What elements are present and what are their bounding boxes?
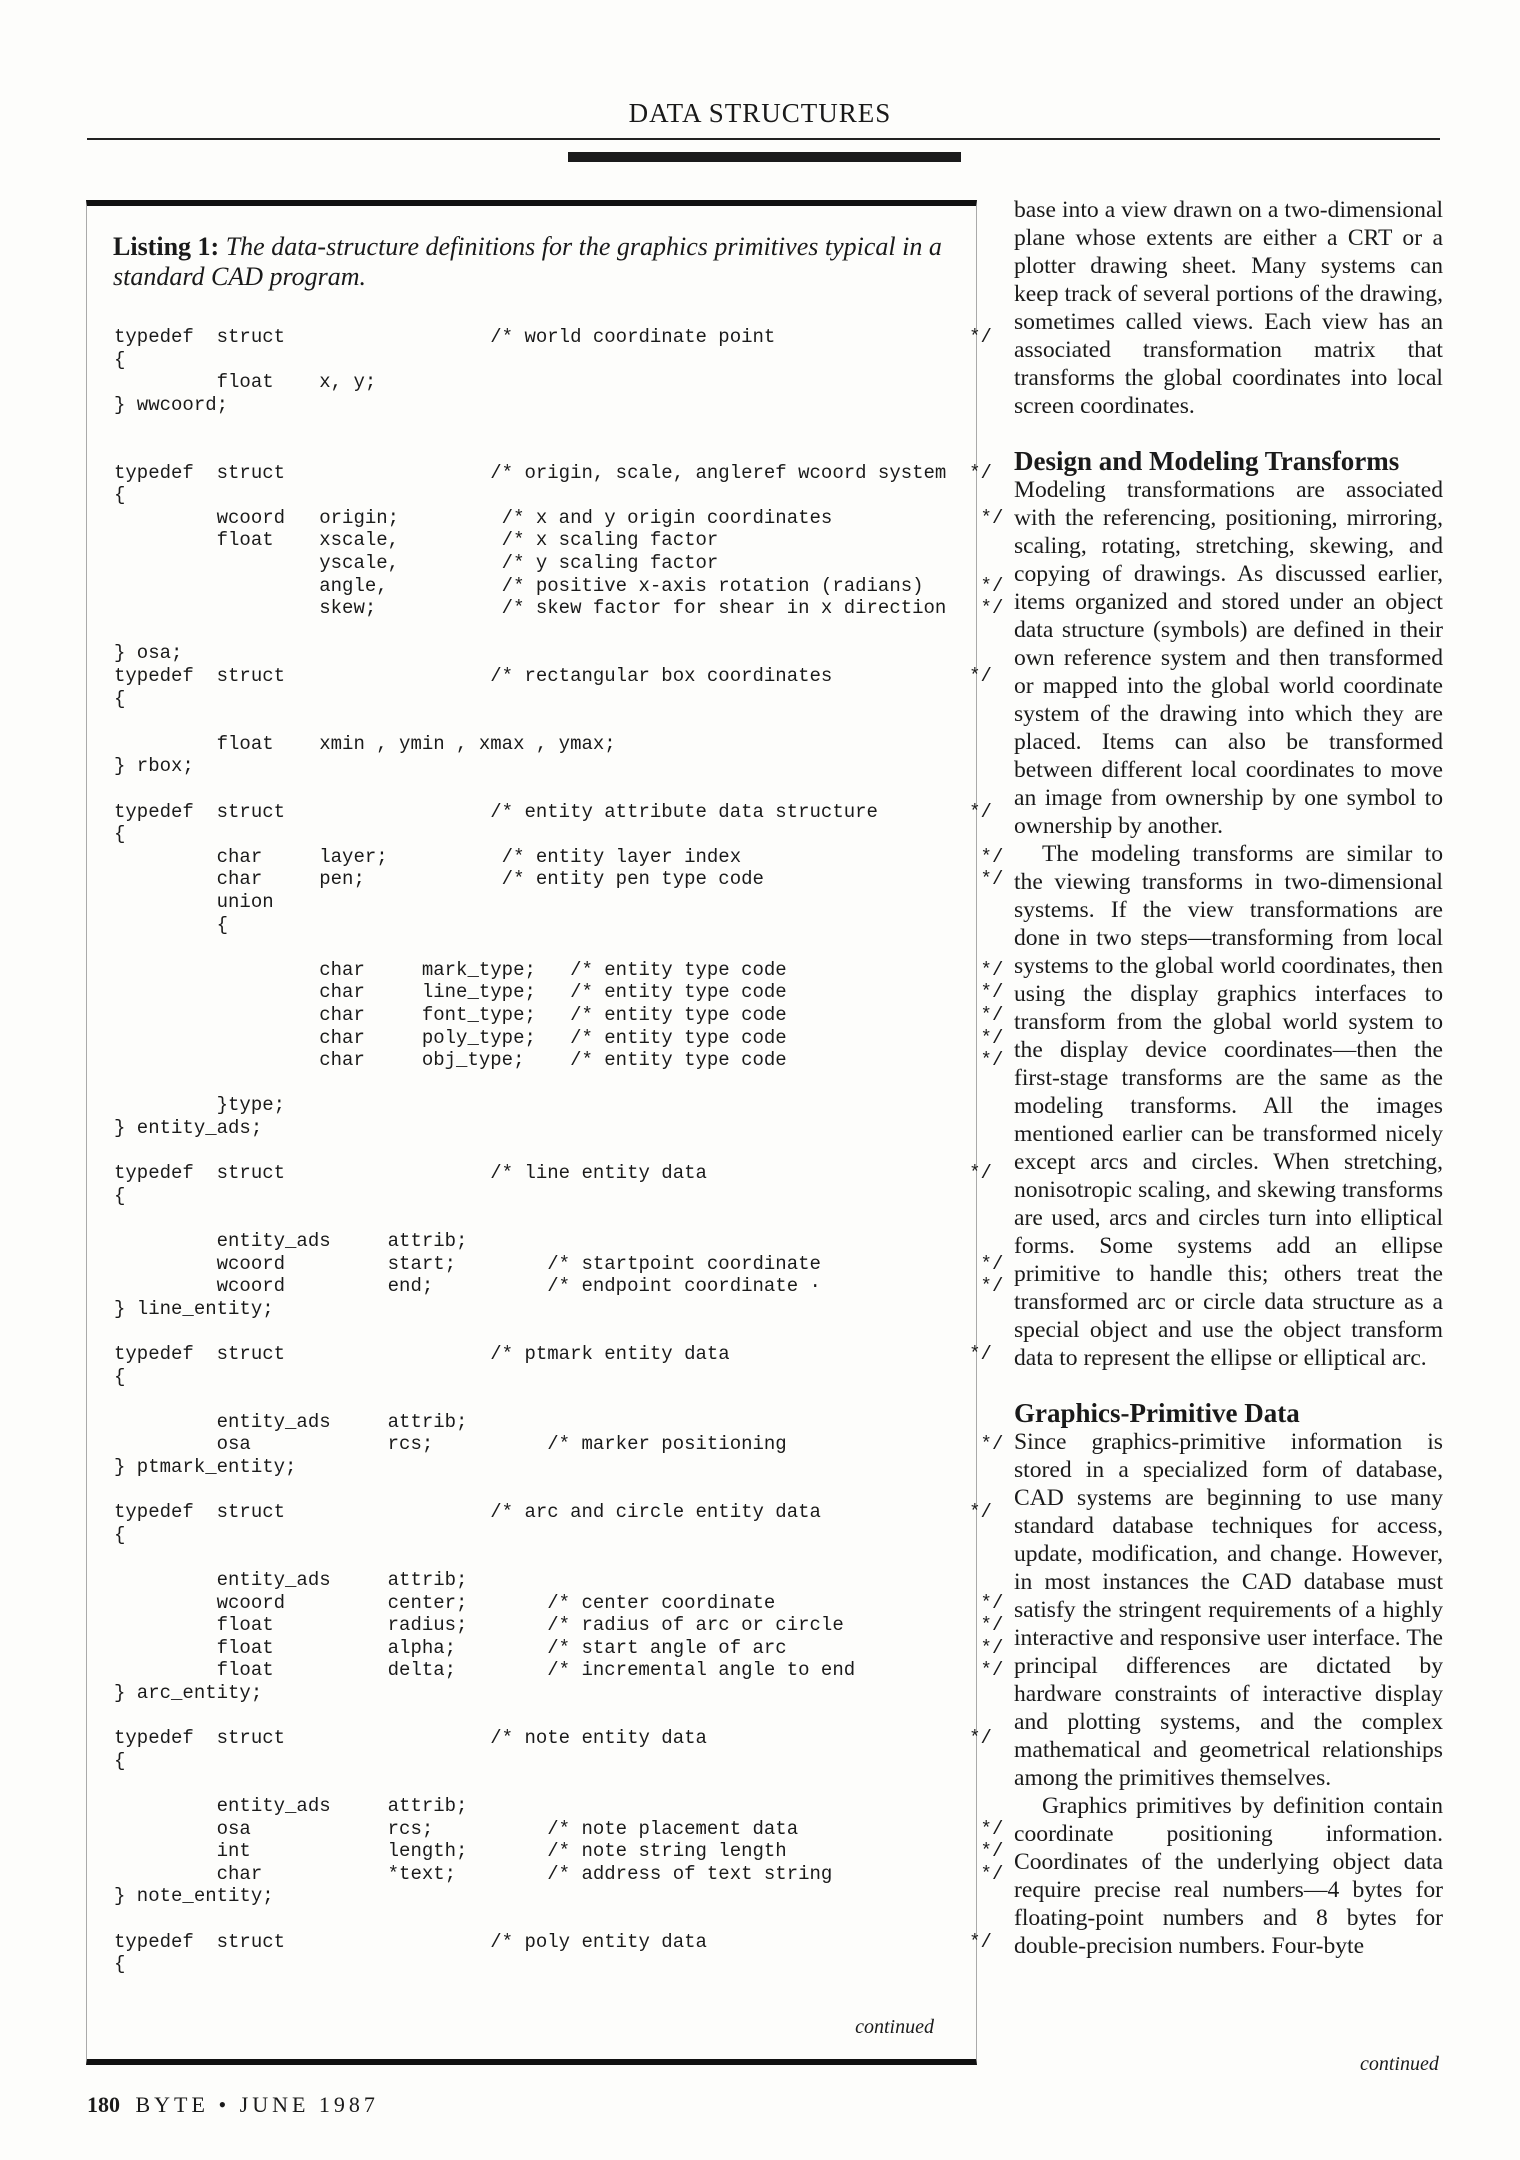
code-line: { [114, 484, 126, 507]
listing-continued: continued [855, 2016, 934, 2038]
listing-label: Listing 1: [113, 232, 220, 261]
code-line: yscale, /* y scaling factor [114, 552, 719, 574]
code-line: { [114, 1365, 126, 1388]
code-line: typedef struct /* arc and circle entity data */ [114, 1501, 992, 1524]
listing-box [86, 200, 1004, 2065]
code-line: typedef struct /* origin, scale, angleref wcoord system */ [114, 461, 992, 484]
code-line: wcoord start; /* startpoint coordinate */ [114, 1252, 1004, 1275]
page-number: 180 [87, 2092, 120, 2117]
code-line: char poly_type; /* entity type code */ [114, 1026, 1004, 1049]
code-line: typedef struct /* entity attribute data structure */ [114, 800, 992, 823]
page-footer [87, 2092, 379, 2118]
listing-description: The data-structure definitions for the graphics primitives typical in a standard CAD program. [113, 232, 942, 291]
code-line: skew; /* skew factor for shear in x direction */ [114, 597, 1004, 620]
code-line: float delta; /* incremental angle to end */ [114, 1659, 1004, 1682]
code-line: float xscale, /* x scaling factor [114, 529, 719, 552]
code-line: char line_type; /* entity type code */ [114, 981, 1004, 1004]
code-line: entity_ads attrib; [114, 1410, 468, 1433]
code-line: osa rcs; /* marker positioning */ [114, 1433, 1004, 1456]
listing-caption [113, 232, 953, 292]
code-line: } ptmark_entity; [114, 1456, 297, 1478]
code-line: float xmin , ymin , xmax , ymax; [114, 732, 616, 755]
code-line: float x, y; [114, 371, 377, 394]
code-line: typedef struct /* line entity data */ [114, 1162, 992, 1185]
code-line: { [114, 348, 126, 371]
paragraph-intro: base into a view drawn on a two-dimensional plane whose extents are either a CRT or a plotter drawing sheet. Many systems can keep track of several portions of the drawing, sometimes called views. Each view has an associated transformation matrix that transforms the global coordinates into local screen coordinates. [1014, 197, 1443, 419]
code-line: { [114, 823, 126, 846]
code-line: { [114, 1953, 126, 1976]
header-rule [87, 138, 1440, 140]
code-line: wcoord center; /* center coordinate */ [114, 1591, 1004, 1614]
code-line: char pen; /* entity pen type code */ [114, 868, 1004, 891]
code-line: int length; /* note string length */ [114, 1840, 1004, 1863]
code-line: char *text; /* address of text string */ [114, 1862, 1004, 1885]
header-bar [568, 152, 961, 162]
code-line: { [114, 1184, 126, 1207]
code-line: char font_type; /* entity type code */ [114, 1004, 1004, 1026]
code-line: typedef struct /* rectangular box coordinates */ [114, 665, 992, 687]
code-line: typedef struct /* poly entity data */ [114, 1930, 992, 1953]
code-line: } wwcoord; [114, 393, 229, 416]
code-line: wcoord end; /* endpoint coordinate · */ [114, 1275, 1004, 1298]
article-continued: continued [1360, 2053, 1439, 2075]
code-line: osa rcs; /* note placement data */ [114, 1817, 1004, 1840]
code-line: { [114, 1523, 126, 1546]
paragraph-design-1: Modeling transformations are associated with the referencing, positioning, mirroring, scaling, rotating, stretching, skewing, and copying of drawings. As discussed earlier, items organized and stored under an object data structure (symbols) are defined in their own reference system and then transformed or mapped into the global world coordinate system of the drawing into which they are placed. Items can also be transformed between different local coordinates to move an image from ownership by one symbol to ownership by another. [1014, 477, 1443, 839]
code-line: wcoord origin; /* x and y origin coordinates */ [114, 506, 1004, 529]
article-column [1014, 196, 1443, 1960]
code-line: entity_ads attrib; [114, 1569, 468, 1591]
code-line: } note_entity; [114, 1885, 274, 1908]
publication-line: BYTE • JUNE 1987 [135, 2092, 379, 2117]
code-line: { [114, 913, 229, 936]
code-line: angle, /* positive x-axis rotation (radians) */ [114, 574, 1004, 597]
paragraph-design-2: The modeling transforms are similar to the viewing transforms in two-dimensional systems. If the view transformations are done in two steps—transforming from local systems to the global world coordinates, then using the display graphics interfaces to transform from the global world system to the display device coordinates—then the first-stage transforms are the same as the modeling transforms. All the images mentioned earlier can be transformed nicely except arcs and circles. When stretching, nonisotropic scaling, and skewing transforms are used, arcs and circles turn into elliptical forms. Some systems add an ellipse primitive to handle this; others treat the transformed arc or circle data structure as a special object and use the object transform data to represent the ellipse or elliptical arc. [1014, 841, 1443, 1371]
code-line: float alpha; /* start angle of arc */ [114, 1636, 1004, 1659]
paragraph-graphics-1: Since graphics-primitive information is stored in a specialized form of database, CAD systems are beginning to use many standard database techniques for access, update, modification, and change. However, in most instances the CAD database must satisfy the stringent requirements of a highly interactive and responsive user interface. The principal differences are dictated by hardware constraints of interactive display and plotting systems, and the complex mathematical and geometrical relationships among the primitives themselves. [1014, 1429, 1443, 1791]
page-header: DATA STRUCTURES [628, 98, 892, 128]
code-line: typedef struct /* note entity data */ [114, 1727, 992, 1750]
code-line: } rbox; [114, 755, 194, 778]
code-line: { [114, 1749, 126, 1772]
code-line: char layer; /* entity layer index */ [114, 845, 1004, 868]
code-line: char obj_type; /* entity type code */ [114, 1049, 1004, 1072]
heading-graphics-primitive: Graphics-Primitive Data [1014, 1398, 1300, 1428]
code-line: entity_ads attrib; [114, 1795, 468, 1817]
code-line: } osa; [114, 642, 183, 665]
code-line: { [114, 687, 126, 710]
paragraph-graphics-2: Graphics primitives by definition contain coordinate positioning information. Coordinates of the underlying object data require precise real numbers—4 bytes for floating-point numbers and 8 bytes for double-precision numbers. Four-byte [1014, 1793, 1443, 1959]
code-block [114, 326, 1004, 1976]
code-line: char mark_type; /* entity type code */ [114, 958, 1004, 981]
code-line: float radius; /* radius of arc or circle */ [114, 1614, 1004, 1637]
code-line: } line_entity; [114, 1297, 274, 1320]
code-line: typedef struct /* ptmark entity data */ [114, 1343, 992, 1365]
code-line: } entity_ads; [114, 1117, 263, 1139]
code-line: } arc_entity; [114, 1682, 263, 1704]
heading-design-modeling: Design and Modeling Transforms [1014, 446, 1400, 476]
code-line: }type; [114, 1094, 286, 1117]
code-line: typedef struct /* world coordinate point */ [114, 326, 992, 348]
code-line: union [114, 891, 274, 913]
code-line: entity_ads attrib; [114, 1230, 468, 1252]
